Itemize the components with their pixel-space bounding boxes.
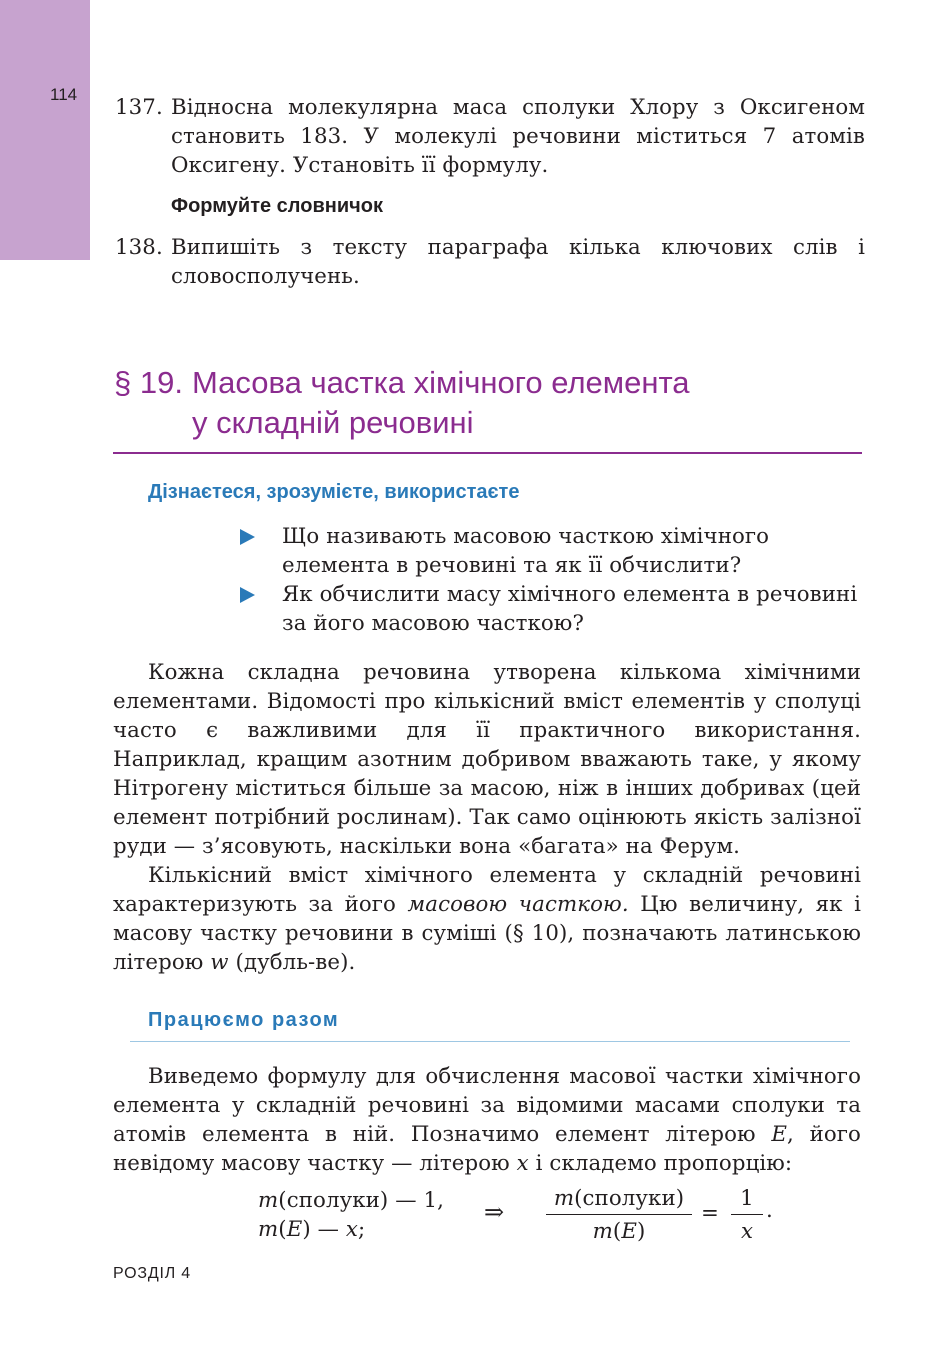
paragraph-2: Кількісний вміст хімічного елемента у складній речовині характеризують за його масовою часткою. Цю величину, як і масову частку речовини в суміші (§ 10), позначають латинською літерою w (дубль-ве). <box>113 863 862 975</box>
fraction-bar <box>731 1214 763 1215</box>
work-heading-divider <box>130 1041 850 1042</box>
symbol-w: w <box>210 950 229 975</box>
section-title-divider <box>113 452 862 454</box>
triangle-bullet-icon <box>240 529 255 545</box>
page-number: 114 <box>50 85 78 104</box>
proportion-lines <box>258 1186 444 1244</box>
equals-sign: = <box>701 1201 719 1226</box>
paragraph-3: Виведемо формулу для обчислення масової частки хімічного елемента у складній речовині за відомими масами сполуки та атомів елемента в ній. Позначимо елемент літерою E, його невідому масову частку — літерою x і складемо пропорцію: <box>113 1064 861 1176</box>
chapter-side-bar <box>0 0 90 260</box>
formula-period: . <box>766 1198 773 1223</box>
proportion-line-2: m(E) — x; <box>258 1217 366 1242</box>
task-number: 137. <box>115 95 163 120</box>
fraction-denominator: x <box>740 1219 754 1244</box>
task-text: Випишіть з тексту параграфа кілька ключових слів і словосполучень. <box>171 235 865 289</box>
section-title-line1: Масова частка хімічного елемента <box>192 365 690 400</box>
task-number: 138. <box>115 235 163 260</box>
variable-e: E <box>771 1122 788 1147</box>
term-mass-fraction: масовою часткою. <box>407 892 629 917</box>
fraction-mass-ratio <box>546 1184 692 1246</box>
fraction-one-over-x <box>731 1184 763 1246</box>
task-text: Відносна молекулярна маса сполуки Хлору з Оксигеном становить 183. У молекулі речовини міститься 7 атомів Оксигену. Установіть її формулу. <box>171 95 865 178</box>
task-137 <box>115 93 865 180</box>
work-together-heading: Працюємо разом <box>148 1009 340 1031</box>
implies-arrow: ⇒ <box>484 1198 505 1226</box>
fraction-denominator: m(E) <box>592 1219 646 1244</box>
learn-item-text: Як обчислити масу хімічного елемента в речовині за його масовою часткою? <box>282 582 858 636</box>
vocab-subheading: Формуйте словничок <box>171 195 383 217</box>
task-138 <box>115 233 865 291</box>
main-text <box>113 658 861 977</box>
fraction-bar <box>546 1214 692 1215</box>
learn-item-text: Що називають масовою часткою хімічного елемента в речовині та як її обчислити? <box>282 524 770 578</box>
fraction-numerator: 1 <box>740 1186 754 1211</box>
variable-x: x <box>516 1151 529 1176</box>
section-number: § 19. <box>114 365 183 400</box>
learn-item <box>240 580 860 638</box>
learn-list <box>240 522 860 638</box>
learn-heading: Дізнаєтеся, зрозумієте, використаєте <box>148 481 520 503</box>
section-title-line2: у складній речовині <box>192 405 474 440</box>
chapter-footer: РОЗДІЛ 4 <box>113 1265 191 1282</box>
fraction-numerator: m(сполуки) <box>553 1186 685 1211</box>
learn-item <box>240 522 860 580</box>
derivation-text <box>113 1062 861 1178</box>
paragraph-1: Кожна складна речовина утворена кількома хімічними елементами. Відомості про кількісний вміст елементів у сполуці часто є важливими для її практичного використання. Наприклад, кращим азотним добривом вважають таке, у якому Нітрогену міститься більше за масою, ніж в інших добривах (цей елемент потрібний рослинам). Так само оцінюють якість залізної руди — з’ясовують, наскільки вона «багата» на Ферум. <box>113 660 861 859</box>
proportion-line-1: m(сполуки) — 1, <box>258 1188 444 1213</box>
triangle-bullet-icon <box>240 587 255 603</box>
